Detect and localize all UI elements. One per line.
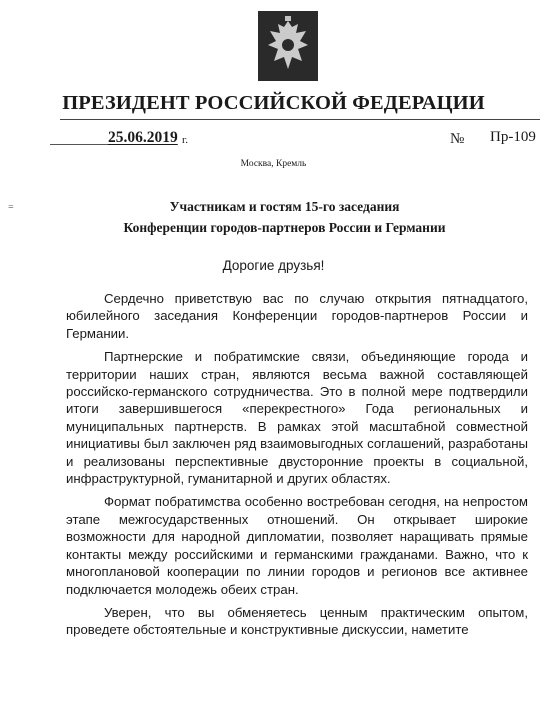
place-of-issue: Москва, Кремль [240,159,307,169]
header-divider [60,119,540,120]
document-number: Пр-109 [490,129,536,145]
greeting: Дорогие друзья! [222,258,325,273]
address-block [0,196,547,238]
date-suffix: г. [182,134,189,146]
address-line: Участникам и гостям 15-го заседания [169,199,400,214]
margin-mark: = [8,202,14,213]
paragraph: Сердечно приветствую вас по случаю открытия пятнадцатого, юбилейного заседания Конференции городов-партнеров России и Германии. [66,291,528,341]
number-label: № [450,131,465,147]
address-line: Конференции городов-партнеров России и Германии [123,220,446,235]
letter-body [66,290,528,645]
date-underline [50,144,110,145]
paragraph: Партнерские и побратимские связи, объединяющие города и территории наших стран, являются весьма важной составляющей российско-германского сотрудничества. Это в полной мере подтвердили итоги завершившегося «перекрестного» Года региональных и муниципальных партнерств. В рамках этой масштабной совместной инициативы был заключен ряд взаимовыгодных соглашений, разработаны и реализованы перспективные двусторонние проекты в социальной, инфраструктурной, гуманитарной и других областях. [66,349,528,487]
document-date: 25.06.2019 [108,129,178,146]
russian-coat-of-arms-icon [258,11,318,81]
paragraph: Уверен, что вы обменяетесь ценным практическим опытом, проведете обстоятельные и конструктивные дискуссии, наметите [66,604,528,638]
paragraph: Формат побратимства особенно востребован сегодня, на непростом этапе межгосударственных отношений. Он открывает широкие возможности для народной дипломатии, позволяет наращивать прямые контакты между российскими и германскими гражданами. Важно, что к многоплановой кооперации по линии городов и регионов все активнее подключается молодежь обеих стран. [66,494,528,597]
header-title: ПРЕЗИДЕНТ РОССИЙСКОЙ ФЕДЕРАЦИИ [62,92,485,114]
